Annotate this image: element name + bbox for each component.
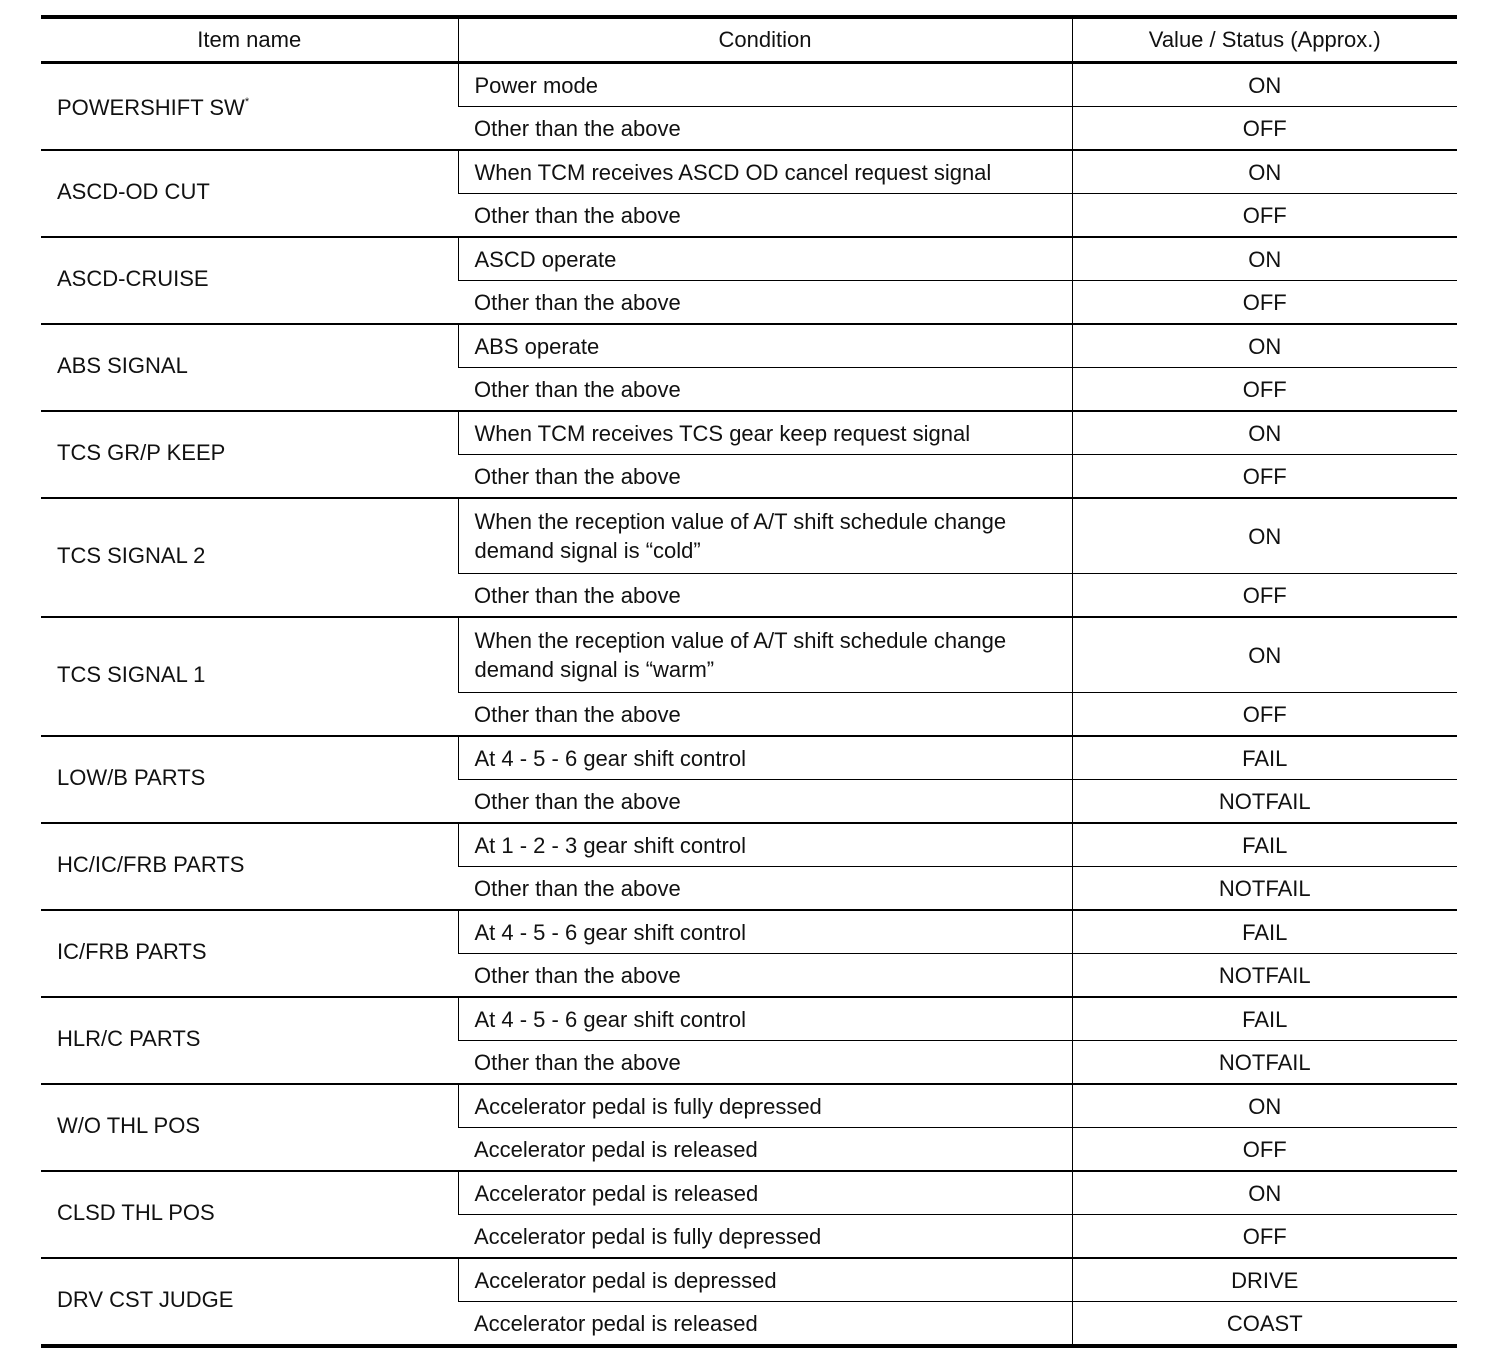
- value-status-cell: ON: [1072, 237, 1457, 281]
- item-name-cell: [41, 997, 458, 1084]
- item-name-cell: [41, 237, 458, 324]
- item-name-cell: [41, 1084, 458, 1171]
- item-name: HC/IC/FRB PARTS: [57, 852, 245, 877]
- value-status-cell: ON: [1072, 411, 1457, 455]
- item-name-cell: [41, 324, 458, 411]
- value-status-cell: ON: [1072, 63, 1457, 107]
- table-row: [41, 823, 1457, 867]
- value-status-cell: FAIL: [1072, 910, 1457, 954]
- value-status-cell: FAIL: [1072, 736, 1457, 780]
- value-status-cell: OFF: [1072, 194, 1457, 238]
- value-status-cell: NOTFAIL: [1072, 1041, 1457, 1085]
- value-status-cell: ON: [1072, 617, 1457, 693]
- item-name-cell: [41, 63, 458, 151]
- condition-cell: Other than the above: [458, 368, 1072, 412]
- table-row: [41, 324, 1457, 368]
- header-value-status: Value / Status (Approx.): [1072, 17, 1457, 63]
- value-status-cell: ON: [1072, 324, 1457, 368]
- condition-cell: Other than the above: [458, 574, 1072, 618]
- condition-cell: Other than the above: [458, 693, 1072, 737]
- item-name-cell: [41, 150, 458, 237]
- value-status-cell: NOTFAIL: [1072, 954, 1457, 998]
- table-row: [41, 411, 1457, 455]
- condition-cell: Other than the above: [458, 1041, 1072, 1085]
- condition-cell: ASCD operate: [458, 237, 1072, 281]
- condition-cell: Other than the above: [458, 281, 1072, 325]
- table-row: [41, 910, 1457, 954]
- condition-cell: At 4 - 5 - 6 gear shift control: [458, 997, 1072, 1041]
- value-status-cell: OFF: [1072, 1215, 1457, 1259]
- condition-cell: Accelerator pedal is depressed: [458, 1258, 1072, 1302]
- table-row: [41, 1258, 1457, 1302]
- value-status-cell: ON: [1072, 1084, 1457, 1128]
- condition-cell: At 1 - 2 - 3 gear shift control: [458, 823, 1072, 867]
- value-status-cell: DRIVE: [1072, 1258, 1457, 1302]
- footnote-marker: *: [244, 95, 250, 108]
- header-condition: Condition: [458, 17, 1072, 63]
- condition-cell: Other than the above: [458, 780, 1072, 824]
- item-name: LOW/B PARTS: [57, 765, 206, 790]
- condition-cell: Accelerator pedal is fully depressed: [458, 1215, 1072, 1259]
- condition-cell: Power mode: [458, 63, 1072, 107]
- value-status-cell: ON: [1072, 498, 1457, 574]
- table-body: [41, 63, 1457, 1347]
- table-row: [41, 498, 1457, 574]
- condition-cell: At 4 - 5 - 6 gear shift control: [458, 736, 1072, 780]
- condition-cell: Other than the above: [458, 107, 1072, 151]
- value-status-cell: FAIL: [1072, 823, 1457, 867]
- item-name: ASCD-OD CUT: [57, 179, 210, 204]
- item-name: POWERSHIFT SW: [57, 94, 245, 120]
- table-row: [41, 997, 1457, 1041]
- condition-cell: When TCM receives ASCD OD cancel request signal: [458, 150, 1072, 194]
- table-row: [41, 736, 1457, 780]
- condition-cell: When the reception value of A/T shift schedule change demand signal is “warm”: [458, 617, 1072, 693]
- value-status-cell: OFF: [1072, 281, 1457, 325]
- value-status-cell: ON: [1072, 1171, 1457, 1215]
- table-header: [41, 17, 1457, 63]
- condition-cell: When the reception value of A/T shift schedule change demand signal is “cold”: [458, 498, 1072, 574]
- item-name-cell: [41, 411, 458, 498]
- value-status-cell: NOTFAIL: [1072, 867, 1457, 911]
- condition-cell: Accelerator pedal is released: [458, 1302, 1072, 1347]
- condition-cell: At 4 - 5 - 6 gear shift control: [458, 910, 1072, 954]
- item-name: TCS SIGNAL 2: [57, 543, 206, 568]
- condition-cell: Accelerator pedal is fully depressed: [458, 1084, 1072, 1128]
- table-row: [41, 1084, 1457, 1128]
- item-name: TCS SIGNAL 1: [57, 662, 206, 687]
- value-status-cell: ON: [1072, 150, 1457, 194]
- header-item-name: Item name: [41, 17, 458, 63]
- value-status-cell: OFF: [1072, 1128, 1457, 1172]
- value-status-cell: OFF: [1072, 368, 1457, 412]
- item-name: ABS SIGNAL: [57, 353, 188, 378]
- header-row: [41, 17, 1457, 63]
- item-name-cell: [41, 1258, 458, 1346]
- monitor-item-table: [41, 15, 1457, 1348]
- table-row: [41, 617, 1457, 693]
- value-status-cell: OFF: [1072, 107, 1457, 151]
- table-row: [41, 1171, 1457, 1215]
- table-row: [41, 150, 1457, 194]
- condition-cell: Other than the above: [458, 954, 1072, 998]
- value-status-cell: OFF: [1072, 455, 1457, 499]
- condition-cell: Accelerator pedal is released: [458, 1128, 1072, 1172]
- value-status-cell: NOTFAIL: [1072, 780, 1457, 824]
- condition-cell: Other than the above: [458, 194, 1072, 238]
- value-status-cell: OFF: [1072, 693, 1457, 737]
- item-name: HLR/C PARTS: [57, 1026, 201, 1051]
- condition-cell: When TCM receives TCS gear keep request signal: [458, 411, 1072, 455]
- condition-cell: Accelerator pedal is released: [458, 1171, 1072, 1215]
- value-status-cell: COAST: [1072, 1302, 1457, 1347]
- item-name-cell: [41, 823, 458, 910]
- item-name-cell: [41, 910, 458, 997]
- item-name: CLSD THL POS: [57, 1200, 215, 1225]
- item-name: IC/FRB PARTS: [57, 939, 207, 964]
- item-name-cell: [41, 617, 458, 736]
- item-name: DRV CST JUDGE: [57, 1287, 234, 1312]
- condition-cell: Other than the above: [458, 455, 1072, 499]
- value-status-cell: FAIL: [1072, 997, 1457, 1041]
- item-name: TCS GR/P KEEP: [57, 440, 226, 465]
- item-name: ASCD-CRUISE: [57, 266, 209, 291]
- item-name: W/O THL POS: [57, 1113, 201, 1138]
- item-name-cell: [41, 736, 458, 823]
- condition-cell: Other than the above: [458, 867, 1072, 911]
- table-row: [41, 237, 1457, 281]
- data-table-container: [41, 15, 1457, 1348]
- item-name-cell: [41, 498, 458, 617]
- value-status-cell: OFF: [1072, 574, 1457, 618]
- condition-cell: ABS operate: [458, 324, 1072, 368]
- item-name-cell: [41, 1171, 458, 1258]
- table-row: [41, 63, 1457, 107]
